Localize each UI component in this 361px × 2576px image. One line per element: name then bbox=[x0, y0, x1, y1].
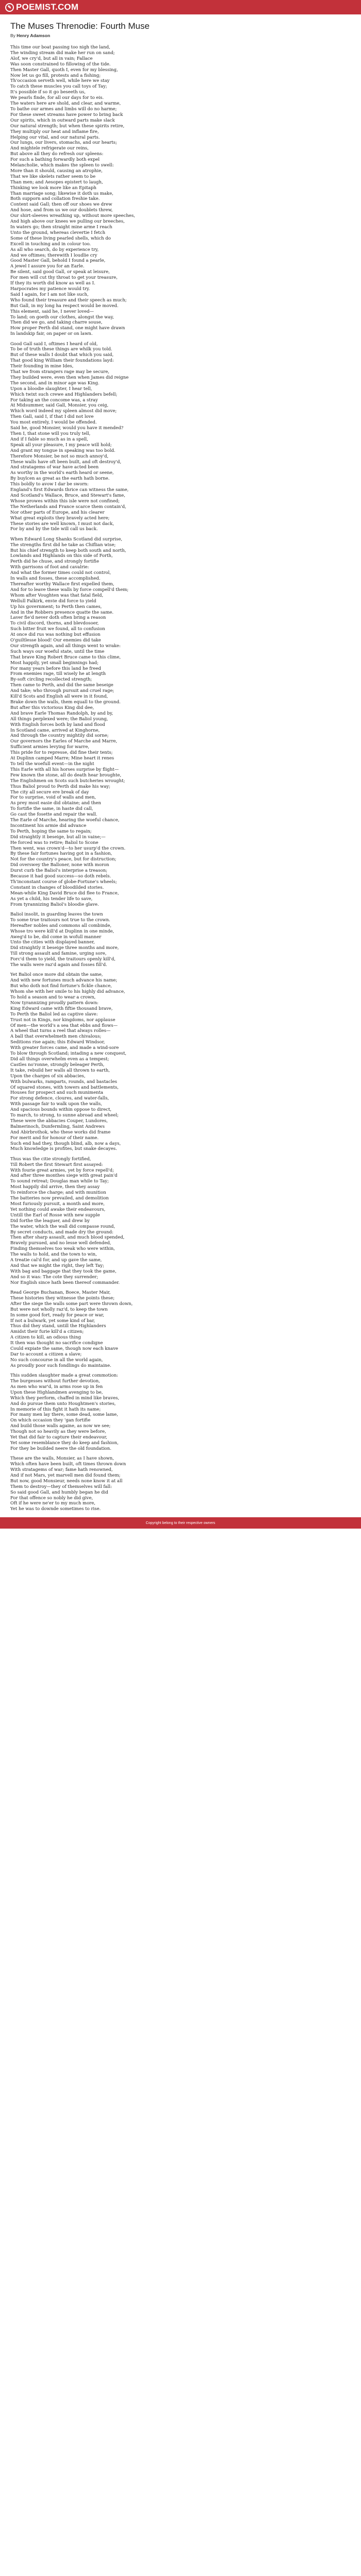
poem-line: The Earle of Marche, hearing the woeful chance, bbox=[10, 818, 120, 823]
poem-line: Our natural strength; but when these spirits retire, bbox=[10, 123, 125, 129]
poem-line: With greater forces came, and made a wind-sore bbox=[10, 1045, 119, 1051]
poem-line: And what the former times could not control, bbox=[10, 570, 111, 576]
poem-line: Speak all your pleasure, I my peace will hold; bbox=[10, 442, 112, 448]
poem-line: For many years before this land he freed bbox=[10, 666, 101, 671]
poem-line: Such end had they, though blind, alb, now a days, bbox=[10, 1141, 121, 1146]
poem-line: Their founding in mine Ides, bbox=[10, 364, 74, 369]
poem-line: With bag and baggage that they took the game, bbox=[10, 1268, 117, 1274]
poem-line: Unto the cities with displayed banner, bbox=[10, 940, 95, 945]
poem-line: You most entirely, I would be offended. bbox=[10, 420, 97, 426]
poem-line: For merit and for honour of their name. bbox=[10, 1135, 99, 1141]
poem-line: Go cast the fosette and repair the wall. bbox=[10, 812, 97, 818]
poem-line: The walls were raz'd again and fosses fill'd. bbox=[10, 962, 107, 968]
poem-line: From tyrannizing Baliol's bloodie glave. bbox=[10, 902, 99, 907]
poem-line: Incontinent his armie did advance bbox=[10, 823, 87, 828]
poem-line: Baliol insolit, in guarding leaves the town bbox=[10, 911, 103, 917]
poem-line: Wellull Falkirk, envie did force to yield bbox=[10, 598, 96, 604]
poem-line: Than marriage song; likewise it doth us make, bbox=[10, 191, 113, 196]
stanza bbox=[10, 1157, 351, 1286]
poem-line: Melancholie, which makes the spleen to swell: bbox=[10, 163, 114, 168]
poem-line: Thus was the citie strongly fortified, bbox=[10, 1156, 91, 1162]
poem-line: And we oftimes; therewith I loudlie cry bbox=[10, 252, 97, 258]
poem-line: And if not Mars, yet marvell men did found them; bbox=[10, 1472, 121, 1478]
poem-line: It take, rebuild her walls all thrown to earth, bbox=[10, 1067, 110, 1073]
poem-line: Nor other parts of Europe, and his clearer bbox=[10, 510, 105, 515]
poem-line: Then I, that stone will you truly tell, bbox=[10, 431, 91, 437]
poem-line: With passage fair to walk upon the walls, bbox=[10, 1101, 102, 1107]
poem-line: The Netherlands and France scarce them contain'd, bbox=[10, 504, 126, 510]
poem-line: By-soft circling recollected strength; bbox=[10, 677, 92, 683]
poem-line: At once did rus was nothing but effusion bbox=[10, 632, 101, 638]
poem-line: By buylcen as great as the earth hath borne. bbox=[10, 476, 110, 482]
poem-line: Now tyrannizing proudly pattern down: bbox=[10, 1000, 99, 1006]
author-name[interactable]: Henry Adamson bbox=[17, 33, 51, 38]
poem-line: And mightele refrigerate our reins, bbox=[10, 146, 89, 151]
poem-line: And high above our knees we pulling our breeches, bbox=[10, 219, 125, 225]
poem-line: For such a bathing forwardly both expel bbox=[10, 157, 100, 163]
poem-line: We pearls finde, for all our days for to eis. bbox=[10, 95, 104, 101]
poem-line: Finding themselves too weak who were within, bbox=[10, 1246, 115, 1252]
poem-line: At Duplinn camped Marre; Mine heart it renes bbox=[10, 756, 114, 761]
poem-line: Then went, was crown'd—to her usurp'd the crown. bbox=[10, 845, 126, 851]
poem-line: Some of these living pearled shells, which do bbox=[10, 235, 111, 241]
poem-line: To Perth the Baliol led as captive slave: bbox=[10, 1011, 98, 1017]
poem-line: The batteries now prevailed, and demolition bbox=[10, 1196, 109, 1201]
poem-line: Because it had good success—so doth rebels. bbox=[10, 874, 111, 879]
poem-line: Up his government; to Perth then cames, bbox=[10, 604, 102, 609]
poem-line: Mean-while King David Bruce did flee to France, bbox=[10, 890, 119, 896]
poem-line: And in the Robbers presence quatte the same. bbox=[10, 609, 114, 615]
poem-line: Thinking we look more like an Epitaph bbox=[10, 185, 96, 191]
poem-line: These histories they witnesse the points these; bbox=[10, 1295, 115, 1301]
poem-line: To Perth, hoping the same to regain; bbox=[10, 828, 92, 834]
poem-line: On which occasion they 'gan fortifie bbox=[10, 1418, 91, 1423]
poem-line: Sufficient armies levying for warre, bbox=[10, 744, 90, 750]
poem-line: For by and by the tide will call us back. bbox=[10, 527, 98, 532]
poem-line: Did straightly it beseige three months and more, bbox=[10, 945, 119, 951]
poem-line: He forced was to retire; Baliol to Scone bbox=[10, 840, 99, 845]
poem-line: For strong defence, cloures, and water-falls, bbox=[10, 1096, 109, 1101]
poem-line: Constant in changes of bloodilded stories. bbox=[10, 885, 104, 890]
copyright-text: Copyright belong to their respective owners bbox=[145, 1521, 216, 1525]
poem-line: And with new fortunes much advance his name; bbox=[10, 978, 118, 984]
poem-line: Much knowledge is profites, but snake decayes. bbox=[10, 1146, 117, 1152]
poem-line: What great exploits they bravely acted here; bbox=[10, 515, 110, 521]
poem-line: Durst curb the Baliol's interprise a treason; bbox=[10, 868, 108, 874]
poem-line: To some true traitours not true to the crown. bbox=[10, 917, 110, 923]
poem-line: In memorie of this fight it hath its name; bbox=[10, 1406, 101, 1412]
poem-line: Excell in touching and in colour too. bbox=[10, 241, 91, 247]
stanza bbox=[10, 342, 351, 533]
poem-body bbox=[10, 45, 351, 1512]
poem-line: Thus did they stand, untill the Highlanders bbox=[10, 1324, 106, 1329]
poem-line: In landskip fair, on paper or on lawn. bbox=[10, 331, 93, 337]
site-footer bbox=[0, 1517, 361, 1529]
poem-line: Till strong assault and famine, urging sore, bbox=[10, 951, 107, 957]
poem-line: Harpocrates my patience would try. bbox=[10, 286, 90, 292]
poem-line: In walls and fosses, these accomplished. bbox=[10, 576, 101, 582]
poem-line: The winding stream did make her run on sand; bbox=[10, 50, 115, 56]
main-content bbox=[0, 14, 361, 1512]
poem-line: This element, said he, I never loved— bbox=[10, 309, 94, 314]
poem-line: But who doth not find fortune's fickle chance, bbox=[10, 984, 112, 989]
stanza bbox=[10, 972, 351, 1152]
poem-line: To sound retreat; Douglas man while to Tay; bbox=[10, 1179, 109, 1184]
poem-line: But now, good Monsieur, needs none know it at all bbox=[10, 1478, 123, 1484]
poem-line: Yet nothing could awake their endeavours, bbox=[10, 1207, 106, 1212]
poem-line: Whom she with her smile to his highly did advance, bbox=[10, 989, 125, 995]
poem-line: It's possible if so it go beseeth us, bbox=[10, 90, 86, 95]
poem-line: And build those walls againe, as now we see; bbox=[10, 1423, 111, 1429]
poem-line: And Abirbrothok, who these works did frame bbox=[10, 1129, 111, 1135]
poem-line: As prey most easie did obtaine; and then bbox=[10, 801, 102, 806]
poem-line: For these sweet streams have power to bring back bbox=[10, 112, 123, 117]
poem-line: And take; who through pursuit and cruel rage; bbox=[10, 688, 114, 694]
poem-line: For many men lay there, some dead, some lame, bbox=[10, 1412, 118, 1418]
poem-line: Upon these Highlandmen avenging to be, bbox=[10, 1389, 103, 1395]
poem-line: A citizen to kill, an odious thing bbox=[10, 1335, 81, 1341]
poem-line: But above all they do refresh our spleens: bbox=[10, 151, 104, 157]
poem-line: Yet Baliol once more did obtain the same, bbox=[10, 972, 103, 978]
poem-line: So said good Gall, and humbly began he did bbox=[10, 1489, 108, 1495]
poem-line: Which twixt such crewe and Highlanders befell; bbox=[10, 392, 118, 397]
poem-line: To catch these muscles you call toys of Tay; bbox=[10, 84, 107, 90]
poem-line: To fortifie the same, in haste did call, bbox=[10, 806, 93, 812]
poem-line: To reinforce the charge; and with munition bbox=[10, 1190, 106, 1196]
poem-line: Whose prowes within this isle were not confined; bbox=[10, 498, 120, 504]
poem-line: If they its worth did know as well as I. bbox=[10, 281, 95, 286]
poem-line: To land; on goeth our clothes, alongst the way, bbox=[10, 314, 114, 320]
poem-line: And do pursue them unto Houghtmen's stories, bbox=[10, 1401, 116, 1406]
poem-line: As all who search, do by experience try, bbox=[10, 247, 99, 252]
poem-line: Our lungs, our livers, stomachs, and our hearts; bbox=[10, 140, 117, 146]
poem-line: Oft if he were ne'er to my much more, bbox=[10, 1501, 95, 1506]
poem-line: Our strength again, and all things went to wrake: bbox=[10, 643, 121, 649]
poem-line: They builded were, even then when James did reigne bbox=[10, 375, 129, 380]
poem-line: That we from strangers rage may be secure, bbox=[10, 369, 109, 375]
poem-line: Lowlands and Highlands on this side of Forth, bbox=[10, 553, 113, 559]
poem-line: Than men; and Aesopes epistert to laugh, bbox=[10, 179, 103, 185]
poem-line: These walls have oft been built, and oft destroy'd, bbox=[10, 459, 122, 465]
poem-line: Did forthe the leaguer, and drew by bbox=[10, 1218, 90, 1224]
poem-line: Content said Gall; then off our shoes we drew bbox=[10, 202, 112, 208]
poem-line: As proudly poor such fondlings do maintaine. bbox=[10, 1363, 111, 1368]
poem-line: As yet a child, his tender life to save, bbox=[10, 896, 93, 902]
poem-line: But his chief strength to keep both south and north, bbox=[10, 548, 126, 553]
poem-line: Did overswey the Balloner, none with moron bbox=[10, 862, 109, 868]
poem-line: And so it was: The cote they surrender; bbox=[10, 1274, 99, 1280]
poem-line: To be of truth these things are whilk you told. bbox=[10, 347, 112, 352]
poem-line: Thereafter worthy Wallace first expelled them, bbox=[10, 581, 114, 587]
poem-line: Trust not in Kings, nor kingdoms, nor applause bbox=[10, 1017, 116, 1023]
poem-line: Which they perform, chaffed in mind like braves, bbox=[10, 1395, 120, 1401]
poem-line: With fourie great armies, yet by force repell'd; bbox=[10, 1167, 114, 1173]
poem-line: And through the country mightily did sorne; bbox=[10, 733, 109, 739]
poem-line: Then Gall, said I, if that I did not love bbox=[10, 414, 94, 420]
poem-line: The waters here are shold, and clear, and warme, bbox=[10, 101, 121, 107]
poem-line: In Scotland came, arrived at Kinghorne, bbox=[10, 727, 100, 733]
logo-icon: ✎ bbox=[5, 3, 14, 12]
poem-line: To march, to strong, to sunne abroad and wheel; bbox=[10, 1113, 119, 1118]
poem-line: Unto the ground, whereas clevertie I fetch bbox=[10, 230, 106, 235]
poem-line: A treatie cal'd for, and up gave the same, bbox=[10, 1258, 102, 1263]
poem-line: In waters go; then straight mine arme I reach bbox=[10, 225, 112, 230]
poem-line: Not for the country's peace, but for distruction; bbox=[10, 857, 117, 862]
poem-line: These stories are well known, I must not dack, bbox=[10, 521, 114, 527]
poem-line: Whom after Voughten was that fatal field, bbox=[10, 592, 104, 598]
poem-line: Both supporn and collation freshie take. bbox=[10, 196, 100, 202]
poem-line: Could expiate the same, though now each knave bbox=[10, 1346, 118, 1352]
poem-line: For men will cut thy throat to get your treasure, bbox=[10, 275, 118, 281]
poem-line: For that offence so nobly he did give, bbox=[10, 1495, 93, 1501]
poem-line: Perth did he chuse, and strongly fortifie bbox=[10, 559, 99, 565]
poem-line: Yet some resemblance they do keep and fashion, bbox=[10, 1440, 119, 1446]
poem-line: A wheel that turns a reel that always rolles— bbox=[10, 1028, 111, 1034]
poem-line: When Edward Long Shanks Scotland did surprise, bbox=[10, 536, 123, 542]
poem-line: King Edward came with fiftie thousand brave, bbox=[10, 1006, 113, 1011]
poem-line: These were the abbacies Couper, Lundores, bbox=[10, 1118, 108, 1124]
poem-line: Dar to account a citizen a slave; bbox=[10, 1351, 82, 1357]
poem-line: Who found their treasure and their speech as much; bbox=[10, 297, 127, 303]
poem-line: Aweg'd to be, did come in wofull manner bbox=[10, 934, 102, 940]
poem-line: Said he, good Monsier, would you have it mended? bbox=[10, 426, 124, 431]
poem-line: Which word indeed my spleen almost did move; bbox=[10, 409, 117, 414]
poem-line: Untill the Earl of Rosse with new supple bbox=[10, 1212, 100, 1218]
poem-line: This boldly to avow I dar be sworn: bbox=[10, 482, 89, 487]
stanza bbox=[10, 1456, 351, 1512]
poem-line: By secret conducts, and made dry the ground: bbox=[10, 1229, 113, 1235]
poem-line: And that we might the right, they left Tay; bbox=[10, 1263, 104, 1268]
poem-line: And hose, and from us we our doublets threw, bbox=[10, 208, 113, 213]
poem-line: The water, which the wall did compasse round, bbox=[10, 1224, 116, 1229]
poem-line: If not a bulwark, yet some kind of bar, bbox=[10, 1318, 95, 1324]
poem-line: More than it should, causing an atrophie, bbox=[10, 168, 103, 174]
poem-line: To hold a season and to wear a crown, bbox=[10, 995, 96, 1000]
poem-line: And spacious bounds within oppose to direct, bbox=[10, 1107, 112, 1113]
poem-line: For taking an the concome was, a stray bbox=[10, 397, 98, 403]
poem-line: But after this victorious King did dee, bbox=[10, 705, 94, 710]
poem-line: Our spirits, which in outward parts make slack bbox=[10, 117, 115, 123]
poem-line: O'guiltlesse blood! Our enemies did take bbox=[10, 638, 101, 643]
poem-line: To tell the woefull event—in the night bbox=[10, 761, 94, 767]
poem-line: Yet he was to downde sometimes to rise. bbox=[10, 1506, 101, 1512]
poem-line: To civil discord, thorns, and blevdosoer, bbox=[10, 621, 99, 626]
poem-line: Hereafter nobles and commons all combinde, bbox=[10, 923, 112, 928]
poem-line: Most furiously pursuit, a month and more, bbox=[10, 1201, 105, 1207]
poem-line: To bathe our armes and limbs will do no harme; bbox=[10, 106, 117, 112]
poem-line: Kill'd Scots and English all were in it found, bbox=[10, 694, 108, 700]
poem-line: This pride for to represse, did fine their tents; bbox=[10, 750, 113, 756]
poem-line: Such ways our woeful state, until the time bbox=[10, 649, 105, 654]
poem-line: Then Master Gall, quoth I, even for my blessing, bbox=[10, 67, 118, 73]
poem-line: All things perplexed were; the Baliol young, bbox=[10, 716, 108, 722]
poem-line: Yet that did fair to capture their endeavour, bbox=[10, 1435, 107, 1440]
poem-line: And after three monthes siege with great pain'd bbox=[10, 1173, 118, 1179]
poem-line: Then came to Perth, and did the same beseige bbox=[10, 683, 113, 688]
poem-line: That we like skelets rather seem to be bbox=[10, 174, 96, 179]
poem-line: The Englishmen on Scots such butcheries wrought; bbox=[10, 778, 125, 784]
poem-line: No such concourse in all the world again, bbox=[10, 1357, 103, 1363]
poem-line: Read George Buchanan, Boece, Master Mair, bbox=[10, 1290, 111, 1295]
poem-line: Good Gall said I, oftimes I heard of old, bbox=[10, 341, 98, 347]
poem-line: Whose tro were kill'd at Duplinn in one minde, bbox=[10, 928, 114, 934]
poem-line: The walls to hold, and the town to win, bbox=[10, 1252, 97, 1258]
poem-line: Then did we go, and taking charre souse, bbox=[10, 320, 103, 326]
site-logo[interactable] bbox=[5, 2, 78, 12]
poem-line: Nor English since hath been thereof commander. bbox=[10, 1280, 120, 1285]
poem-line: These are the walls, Monsier, as I have shown, bbox=[10, 1456, 114, 1462]
poem-line: Amidst their furie kill'd a citizen; bbox=[10, 1329, 84, 1335]
poem-line: And for to leave these walls by force compell'd them; bbox=[10, 587, 129, 592]
poem-line: Houses for prospect and such munimenta bbox=[10, 1090, 104, 1096]
poem-line: With English forces both by land and flood bbox=[10, 722, 105, 727]
poem-line: But Gall, in my long ha respect would be moved. bbox=[10, 303, 119, 309]
poem-line: Thus Baliol proud to Perth did make his way; bbox=[10, 784, 111, 789]
poem-line: The burgesses without further devotion, bbox=[10, 1378, 100, 1384]
poem-line: England's first Edwards thrice can witness the same, bbox=[10, 487, 129, 493]
poem-line: Alof, we cry'd, but all in vain; Fallace bbox=[10, 56, 93, 61]
poem-line: The city all secure ere break of day bbox=[10, 789, 89, 795]
poem-line: As men who war'd, in arms rose up in fen bbox=[10, 1384, 103, 1389]
poem-line: It then was thought no sacrifice condigne bbox=[10, 1341, 103, 1346]
poem-line: Such bitter fruit we found, all to confusion bbox=[10, 626, 105, 632]
poem-line: And stratagems of war have acted been bbox=[10, 465, 99, 470]
poem-line: And Scotland's Wallace, Bruce, and Stewart's fame, bbox=[10, 493, 125, 498]
poem-line: Helping our vital, and our natural parts. bbox=[10, 134, 100, 140]
poem-line: Be silent, said good Gall, or speak at leisure, bbox=[10, 269, 110, 275]
poem-line: Now let us go fill, protests and a fishing; bbox=[10, 73, 101, 78]
poem-line: Them to destroy—they of themselves will fall: bbox=[10, 1484, 112, 1489]
poem-line: But were not wholly raz'd, to keep the town bbox=[10, 1307, 108, 1312]
poem-line: Th'occasion serveth well, while here we stay bbox=[10, 78, 110, 84]
poem-line: Brake down the walls, them equall to the ground. bbox=[10, 700, 121, 705]
poem-line: Upon a bloodie slaughter, I hear tell, bbox=[10, 386, 92, 392]
poem-line: After the siege the walls some part were thrown down, bbox=[10, 1301, 133, 1307]
poem-line: With bulwarks, ramparts, rounds, and bastacles bbox=[10, 1079, 118, 1084]
poem-line: Seditions rise again; this Edward Windsor, bbox=[10, 1040, 105, 1045]
poem-line: Most happily, yet small beginnings had; bbox=[10, 660, 99, 666]
poem-line: Therefore Monsier, be not so much annoy'd, bbox=[10, 453, 109, 459]
stanza bbox=[10, 1373, 351, 1452]
poem-line: That good king William their foundations layd: bbox=[10, 358, 114, 364]
poem-line: Though not so heavily as they were before, bbox=[10, 1429, 106, 1435]
poem-line: And grant my tongue in speaking was too bold. bbox=[10, 448, 116, 453]
poem-line: Th'inconstant course of globe-Fortune's wheels; bbox=[10, 879, 117, 885]
poem-line: How proper Perth did stand, one might have drawn bbox=[10, 326, 125, 331]
stanza bbox=[10, 912, 351, 968]
poem-line: To blow through Scotland; intading a new conquest, bbox=[10, 1051, 127, 1057]
poem-line: They multiply our heat and inflame fire, bbox=[10, 129, 99, 134]
poem-line: A jewel I assure you for an Earle. bbox=[10, 264, 85, 269]
poem-line: Laver fie'd never doth often bring a reason bbox=[10, 615, 106, 621]
poem-line: For to surprise, void of walls and men, bbox=[10, 795, 96, 801]
poem-line: But of these walls I doubt that which you said, bbox=[10, 352, 114, 358]
poem-line: Good Master Gall, behold I found a pearle, bbox=[10, 258, 106, 264]
poem-line: Of men—the world's a sea that ebbs and flows— bbox=[10, 1023, 118, 1028]
poem-line: Bravely pursued, and no lesse well defended, bbox=[10, 1241, 111, 1246]
poem-line: Till Robert the first Stewart first assayed: bbox=[10, 1162, 103, 1167]
poem-line: Did all things overwhelm even as a tempest; bbox=[10, 1056, 109, 1062]
poem-line: In some good fort, ready for peace or war, bbox=[10, 1312, 104, 1318]
poem-line: With stratagems of war; fame hath renowned, bbox=[10, 1467, 113, 1472]
poem-line: By these fair fortunes having got in a fashion, bbox=[10, 851, 112, 857]
poem-line: That brave King Robert Bruce came to this clime, bbox=[10, 654, 121, 660]
poem-line: The second, and in minor age was King. bbox=[10, 380, 100, 386]
poem-line: Most happily did arrive, then they assay bbox=[10, 1184, 100, 1190]
stanza bbox=[10, 1290, 351, 1369]
poem-line: This time our boat passing too nigh the land, bbox=[10, 45, 110, 50]
poem-line: Balmerinoch, Dunfermling, Saint Andrews bbox=[10, 1124, 105, 1129]
poem-line: Forc'd them to yield, the traitours openly kill'd, bbox=[10, 957, 116, 962]
poem-line: Our shirt-sleeves wreathing up, without more speeches, bbox=[10, 213, 135, 219]
poem-line: As worthy in the world's earth heard or seene, bbox=[10, 470, 114, 476]
poem-line: And if I fable so much as in a spell, bbox=[10, 436, 88, 442]
poem-line: Of squared stones, with towers and battlements, bbox=[10, 1084, 119, 1090]
poem-line: Then after sharp assault, and much blood spended, bbox=[10, 1235, 125, 1241]
poem-line: Said I again, for I am not like such, bbox=[10, 292, 89, 297]
poem-line: Castles no'ronne, strongly beleager Perth, bbox=[10, 1062, 105, 1067]
poem-line: With garrisons of foot and cavalrie: bbox=[10, 565, 89, 570]
poem-line: The strengths first did he take as Chiflian wise; bbox=[10, 542, 116, 548]
site-header bbox=[0, 0, 361, 14]
poem-line: From enemies rage, till wisely he at length bbox=[10, 671, 106, 677]
poem-line: Few known the stone, all do death hear broughte, bbox=[10, 772, 122, 778]
poem-line: Upon the charges of six abbacies, bbox=[10, 1073, 86, 1079]
poem-line: For they be builded neere the old foundation. bbox=[10, 1446, 111, 1451]
stanza bbox=[10, 45, 351, 337]
poem-line: And brave Earle Thomas Randolph, by and by, bbox=[10, 710, 113, 716]
poem-line: Did straightly it beseige, but all in vaine;— bbox=[10, 834, 106, 840]
poem-line: Was soon constrained to fillowing of the tide. bbox=[10, 61, 111, 67]
poem-line: This sudden slaughter made a great commotion: bbox=[10, 1373, 119, 1379]
byline-prefix: By bbox=[10, 33, 15, 38]
poem-line: At Midsummer, said Gall, Monsier, you ceig, bbox=[10, 403, 109, 409]
site-name: POEMIST.COM bbox=[16, 2, 79, 12]
byline bbox=[10, 32, 351, 39]
poem-line: A ball that overwhelmeth men chivalous; bbox=[10, 1034, 102, 1040]
poem-title: The Muses Threnodie: Fourth Muse bbox=[10, 21, 150, 31]
poem-line: Which often have been built, oft times thrown down bbox=[10, 1462, 126, 1467]
stanza bbox=[10, 537, 351, 908]
poem-line: Our governors the Earles of Marche and Marre, bbox=[10, 739, 118, 744]
poem-line: This Earle with all his horses surprise by flight— bbox=[10, 767, 119, 772]
